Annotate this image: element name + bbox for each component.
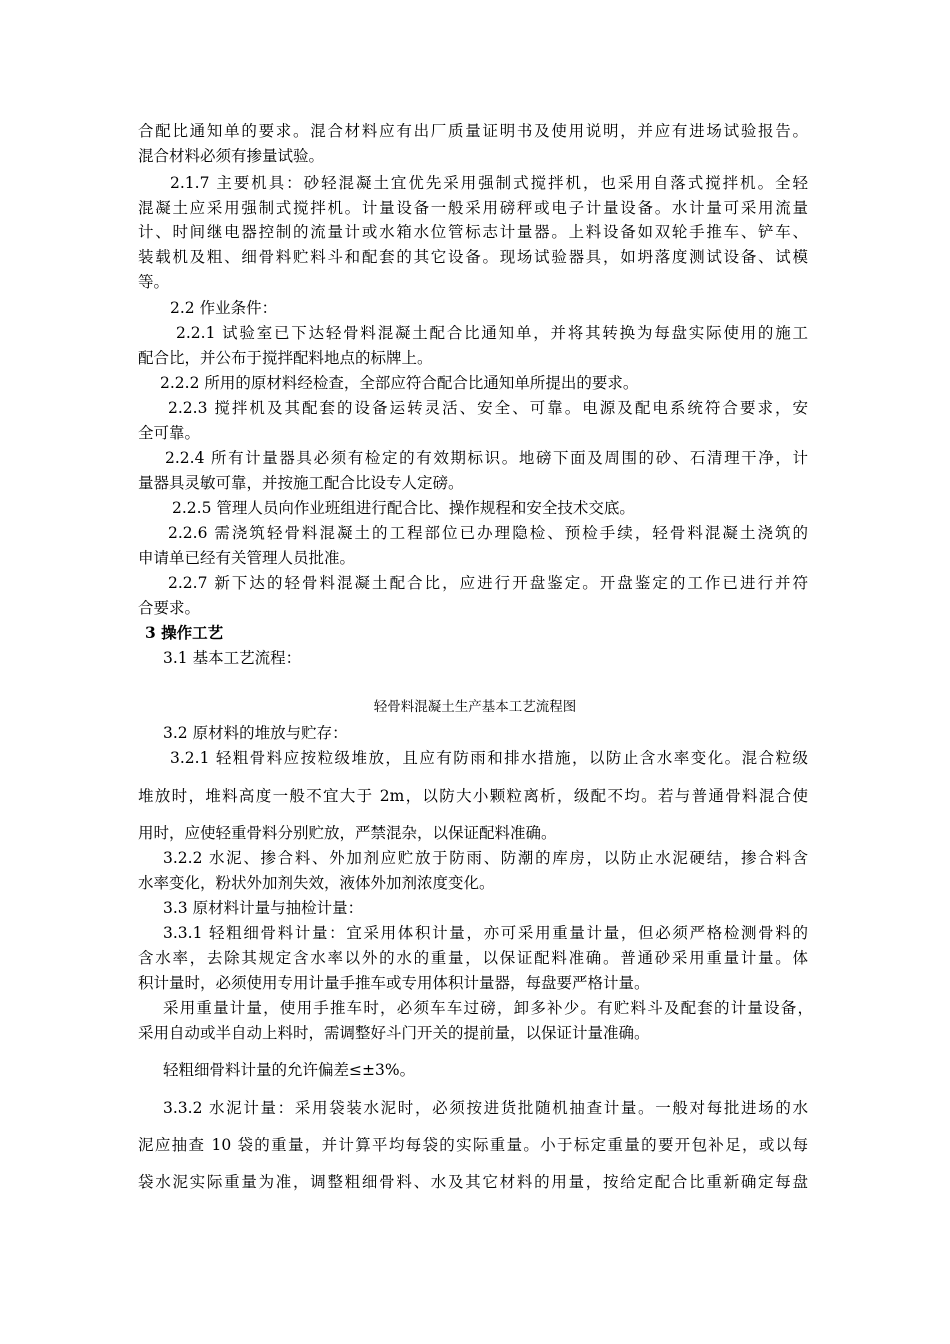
figure-caption: 轻骨料混凝土生产基本工艺流程图 [373, 699, 577, 715]
text-line: 2.2.6 需浇筑轻骨料混凝土的工程部位已办理隐检、预检手续，轻骨料混凝土浇筑的 [168, 524, 808, 542]
text-line: 装载机及粗、细骨料贮料斗和配套的其它设备。现场试验器具，如坍落度测试设备、试模 [138, 248, 808, 266]
text-line: 积计量时，必须使用专用计量手推车或专用体积计量器，每盘要严格计量。 [138, 974, 650, 992]
text-line: 计、时间继电器控制的流量计或水箱水位管标志计量器。上料设备如双轮手推车、铲车、 [138, 223, 808, 241]
text-line: 采用自动或半自动上料时，需调整好斗门开关的提前量，以保证计量准确。 [138, 1024, 650, 1042]
subsection-heading: 3.2 原材料的堆放与贮存： [163, 724, 348, 742]
text-line: 2.1.7 主要机具：砂轻混凝土宜优先采用强制式搅拌机，也采用自落式搅拌机。全轻 [170, 174, 808, 192]
text-line: 3.3.2 水泥计量：采用袋装水泥时，必须按进货批随机抽查计量。一般对每批进场的水 [163, 1099, 808, 1117]
section-heading: 2.2 作业条件： [170, 299, 278, 317]
subsection-heading: 3.3 原材料计量与抽检计量： [163, 899, 364, 917]
text-line: 泥应抽查 10 袋的重量，并计算平均每袋的实际重量。小于标定重量的要开包补足，或以每 [138, 1136, 808, 1154]
subsection-heading: 3.1 基本工艺流程： [163, 649, 302, 667]
text-line: 袋水泥实际重量为准，调整粗细骨料、水及其它材料的用量，按给定配合比重新确定每盘 [138, 1173, 808, 1191]
text-line: 混凝土应采用强制式搅拌机。计量设备一般采用磅秤或电子计量设备。水计量可采用流量 [138, 199, 808, 217]
text-line: 配合比，并公布于搅拌配料地点的标牌上。 [138, 349, 433, 367]
text-line: 合配比通知单的要求。混合材料应有出厂质量证明书及使用说明，并应有进场试验报告。 [138, 122, 808, 140]
text-line: 等。 [138, 273, 170, 291]
text-line: 2.2.2 所用的原材料经检查，全部应符合配合比通知单所提出的要求。 [160, 374, 639, 392]
text-line: 采用重量计量，使用手推车时，必须车车过磅，卸多补少。有贮料斗及配套的计量设备， [163, 999, 813, 1017]
text-line: 水率变化，粉状外加剂失效，液体外加剂浓度变化。 [138, 874, 495, 892]
text-line: 轻粗细骨料计量的允许偏差≤±3%。 [163, 1061, 416, 1079]
text-line: 2.2.1 试验室已下达轻骨料混凝土配合比通知单，并将其转换为每盘实际使用的施工 [176, 324, 808, 342]
text-line: 用时，应使轻重骨料分别贮放，严禁混杂，以保证配料准确。 [138, 824, 557, 842]
text-line: 3.2.1 轻粗骨料应按粒级堆放，且应有防雨和排水措施，以防止含水率变化。混合粒级 [170, 749, 808, 767]
text-line: 2.2.7 新下达的轻骨料混凝土配合比，应进行开盘鉴定。开盘鉴定的工作已进行并符 [168, 574, 808, 592]
text-line: 堆放时，堆料高度一般不宜大于 2m，以防大小颗粒离析，级配不均。若与普通骨料混合使 [138, 787, 808, 805]
text-line: 量器具灵敏可靠，并按施工配合比设专人定磅。 [138, 474, 464, 492]
text-line: 含水率，去除其规定含水率以外的水的重量，以保证配料准确。普通砂采用重量计量。体 [138, 949, 808, 967]
text-line: 2.2.3 搅拌机及其配套的设备运转灵活、安全、可靠。电源及配电系统符合要求，安 [168, 399, 808, 417]
text-line: 混合材料必须有掺量试验。 [138, 147, 325, 165]
text-line: 3.2.2 水泥、掺合料、外加剂应贮放于防雨、防潮的库房，以防止水泥硬结，掺合料含 [163, 849, 808, 867]
text-line: 3.3.1 轻粗细骨料计量：宜采用体积计量，亦可采用重量计量，但必须严格检测骨料的 [163, 924, 808, 942]
text-line: 2.2.4 所有计量器具必须有检定的有效期标识。地磅下面及周围的砂、石清理干净，计 [165, 449, 808, 467]
text-line: 2.2.5 管理人员向作业班组进行配合比、操作规程和安全技术交底。 [172, 499, 635, 517]
text-line: 合要求。 [138, 599, 201, 617]
text-line: 申请单已经有关管理人员批准。 [138, 549, 356, 567]
text-line: 全可靠。 [138, 424, 201, 442]
section-heading: 3 操作工艺 [145, 623, 224, 642]
